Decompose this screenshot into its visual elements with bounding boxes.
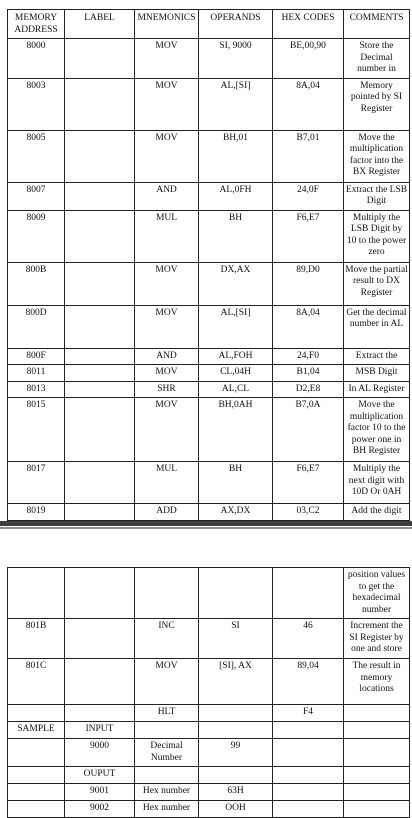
page-divider-shadow xyxy=(0,527,412,529)
cell-address: 8015 xyxy=(8,398,65,462)
cell-mnemonic: Hex number xyxy=(135,784,199,801)
cell-address: 8011 xyxy=(8,365,65,382)
cell-operand: SI, 9000 xyxy=(199,39,273,79)
cell-label xyxy=(65,348,135,365)
program-table-page-1 xyxy=(7,9,410,521)
table-row xyxy=(8,462,410,504)
header-mnemonics: MNEMONICS xyxy=(135,10,199,39)
cell-mnemonic: MUL xyxy=(135,210,199,262)
cell-comment xyxy=(344,784,410,801)
cell-hex-code: 8A,04 xyxy=(273,305,344,348)
cell-label xyxy=(65,659,135,705)
cell-mnemonic: INC xyxy=(135,619,199,659)
header-operands: OPERANDS xyxy=(199,10,273,39)
cell-hex-code: 89,04 xyxy=(273,659,344,705)
cell-address: 8019 xyxy=(8,504,65,521)
cell-address: 800F xyxy=(8,348,65,365)
cell-label: 9001 xyxy=(65,784,135,801)
table-row xyxy=(8,784,410,801)
cell-hex-code: 24,0F xyxy=(273,182,344,210)
cell-hex-code xyxy=(273,722,344,739)
cell-mnemonic xyxy=(135,568,199,619)
cell-label: 9000 xyxy=(65,739,135,767)
cell-address xyxy=(8,739,65,767)
cell-hex-code: B7,0A xyxy=(273,398,344,462)
cell-label xyxy=(65,619,135,659)
table-row xyxy=(8,182,410,210)
cell-operand: CL,04H xyxy=(199,365,273,382)
cell-comment xyxy=(344,767,410,784)
cell-mnemonic: MOV xyxy=(135,659,199,705)
cell-operand: 63H xyxy=(199,784,273,801)
cell-mnemonic: AND xyxy=(135,348,199,365)
cell-address: 8009 xyxy=(8,210,65,262)
cell-comment: Multiply the LSB Digit by 10 to the power zero xyxy=(344,210,410,262)
cell-label xyxy=(65,705,135,722)
cell-operand: [SI], AX xyxy=(199,659,273,705)
cell-address: SAMPLE xyxy=(8,722,65,739)
cell-label xyxy=(65,365,135,382)
table-row xyxy=(8,130,410,182)
cell-operand: BH,0AH xyxy=(199,398,273,462)
cell-address: 8013 xyxy=(8,381,65,398)
cell-operand xyxy=(199,767,273,784)
cell-operand xyxy=(199,722,273,739)
cell-label xyxy=(65,130,135,182)
cell-comment xyxy=(344,722,410,739)
table-row xyxy=(8,398,410,462)
cell-operand: AL,[SI] xyxy=(199,78,273,130)
cell-hex-code: F6,E7 xyxy=(273,210,344,262)
cell-hex-code xyxy=(273,767,344,784)
cell-comment: The result in memory locations xyxy=(344,659,410,705)
cell-operand: AX,DX xyxy=(199,504,273,521)
cell-hex-code: 89,D0 xyxy=(273,262,344,305)
cell-mnemonic: Hex number xyxy=(135,801,199,818)
cell-operand: AL,0FH xyxy=(199,182,273,210)
cell-operand: BH xyxy=(199,210,273,262)
cell-comment: Memory pointed by SI Register xyxy=(344,78,410,130)
cell-hex-code: 46 xyxy=(273,619,344,659)
cell-operand: BH,01 xyxy=(199,130,273,182)
cell-hex-code: BE,00,90 xyxy=(273,39,344,79)
cell-operand: AL,[SI] xyxy=(199,305,273,348)
table-row xyxy=(8,348,410,365)
cell-address xyxy=(8,784,65,801)
cell-operand: AL,CL xyxy=(199,381,273,398)
table-row xyxy=(8,659,410,705)
cell-label xyxy=(65,182,135,210)
cell-address xyxy=(8,767,65,784)
cell-mnemonic: ADD xyxy=(135,504,199,521)
page-divider xyxy=(0,521,412,526)
cell-comment xyxy=(344,739,410,767)
header-row xyxy=(8,10,410,39)
cell-hex-code: 24,F0 xyxy=(273,348,344,365)
header-hex-codes: HEX CODES xyxy=(273,10,344,39)
cell-hex-code xyxy=(273,784,344,801)
table-row xyxy=(8,78,410,130)
cell-hex-code: F4 xyxy=(273,705,344,722)
cell-mnemonic xyxy=(135,767,199,784)
cell-label: OUPUT xyxy=(65,767,135,784)
cell-mnemonic: MOV xyxy=(135,365,199,382)
cell-address xyxy=(8,568,65,619)
cell-hex-code: 8A,04 xyxy=(273,78,344,130)
cell-comment: Store the Decimal number in xyxy=(344,39,410,79)
table-row xyxy=(8,262,410,305)
cell-address: 8003 xyxy=(8,78,65,130)
cell-hex-code: B7,01 xyxy=(273,130,344,182)
cell-operand: BH xyxy=(199,462,273,504)
cell-label xyxy=(65,381,135,398)
cell-mnemonic: MOV xyxy=(135,305,199,348)
cell-mnemonic: Decimal Number xyxy=(135,739,199,767)
cell-operand: AL,FOH xyxy=(199,348,273,365)
cell-hex-code xyxy=(273,739,344,767)
cell-label xyxy=(65,39,135,79)
cell-hex-code: D2,E8 xyxy=(273,381,344,398)
cell-address: 8017 xyxy=(8,462,65,504)
cell-operand: 99 xyxy=(199,739,273,767)
cell-label xyxy=(65,504,135,521)
cell-label xyxy=(65,78,135,130)
cell-comment: Get the decimal number in AL xyxy=(344,305,410,348)
cell-label xyxy=(65,398,135,462)
cell-operand: DX,AX xyxy=(199,262,273,305)
cell-comment: In AL Register xyxy=(344,381,410,398)
cell-label: 9002 xyxy=(65,801,135,818)
cell-comment: Add the digit xyxy=(344,504,410,521)
table-row xyxy=(8,722,410,739)
table-row xyxy=(8,767,410,784)
header-label: LABEL xyxy=(65,10,135,39)
table-row xyxy=(8,619,410,659)
cell-address: 801C xyxy=(8,659,65,705)
cell-mnemonic: AND xyxy=(135,182,199,210)
table-row xyxy=(8,381,410,398)
table-row xyxy=(8,739,410,767)
cell-operand xyxy=(199,568,273,619)
cell-label: INPUT xyxy=(65,722,135,739)
cell-operand: OOH xyxy=(199,801,273,818)
cell-address: 801B xyxy=(8,619,65,659)
cell-label xyxy=(65,262,135,305)
cell-label xyxy=(65,462,135,504)
cell-mnemonic: MOV xyxy=(135,130,199,182)
cell-address: 800D xyxy=(8,305,65,348)
cell-mnemonic: MOV xyxy=(135,262,199,305)
cell-address: 8007 xyxy=(8,182,65,210)
cell-mnemonic: MUL xyxy=(135,462,199,504)
table-row xyxy=(8,504,410,521)
cell-mnemonic: MOV xyxy=(135,398,199,462)
cell-comment: Multiply the next digit with 10D Or 0AH xyxy=(344,462,410,504)
cell-comment: Extract the xyxy=(344,348,410,365)
cell-hex-code: B1,04 xyxy=(273,365,344,382)
table-row xyxy=(8,568,410,619)
cell-comment: Increment the SI Register by one and store xyxy=(344,619,410,659)
cell-comment: Move the multiplication factor 10 to the power one in BH Register xyxy=(344,398,410,462)
cell-comment: Move the partial result to DX Register xyxy=(344,262,410,305)
cell-operand: SI xyxy=(199,619,273,659)
program-table-page-2 xyxy=(7,567,410,818)
cell-comment xyxy=(344,705,410,722)
table-row xyxy=(8,305,410,348)
cell-hex-code: F6,E7 xyxy=(273,462,344,504)
cell-address: 800B xyxy=(8,262,65,305)
cell-hex-code xyxy=(273,801,344,818)
cell-comment xyxy=(344,801,410,818)
table-row xyxy=(8,801,410,818)
cell-mnemonic xyxy=(135,722,199,739)
table-row xyxy=(8,39,410,79)
cell-mnemonic: MOV xyxy=(135,39,199,79)
cell-label xyxy=(65,210,135,262)
cell-operand xyxy=(199,705,273,722)
cell-comment: Move the multiplication factor into the BX Register xyxy=(344,130,410,182)
table-row xyxy=(8,705,410,722)
cell-label xyxy=(65,305,135,348)
header-comments: COMMENTS xyxy=(344,10,410,39)
cell-mnemonic: HLT xyxy=(135,705,199,722)
cell-comment: position values to get the hexadecimal number xyxy=(344,568,410,619)
table-row xyxy=(8,365,410,382)
cell-comment: Extract the LSB Digit xyxy=(344,182,410,210)
header-memory-address: MEMORY ADDRESS xyxy=(8,10,65,39)
cell-address: 8000 xyxy=(8,39,65,79)
cell-comment: MSB Digit xyxy=(344,365,410,382)
table-row xyxy=(8,210,410,262)
cell-hex-code: 03,C2 xyxy=(273,504,344,521)
cell-address xyxy=(8,705,65,722)
cell-label xyxy=(65,568,135,619)
cell-mnemonic: SHR xyxy=(135,381,199,398)
cell-hex-code xyxy=(273,568,344,619)
cell-mnemonic: MOV xyxy=(135,78,199,130)
cell-address: 8005 xyxy=(8,130,65,182)
cell-address xyxy=(8,801,65,818)
